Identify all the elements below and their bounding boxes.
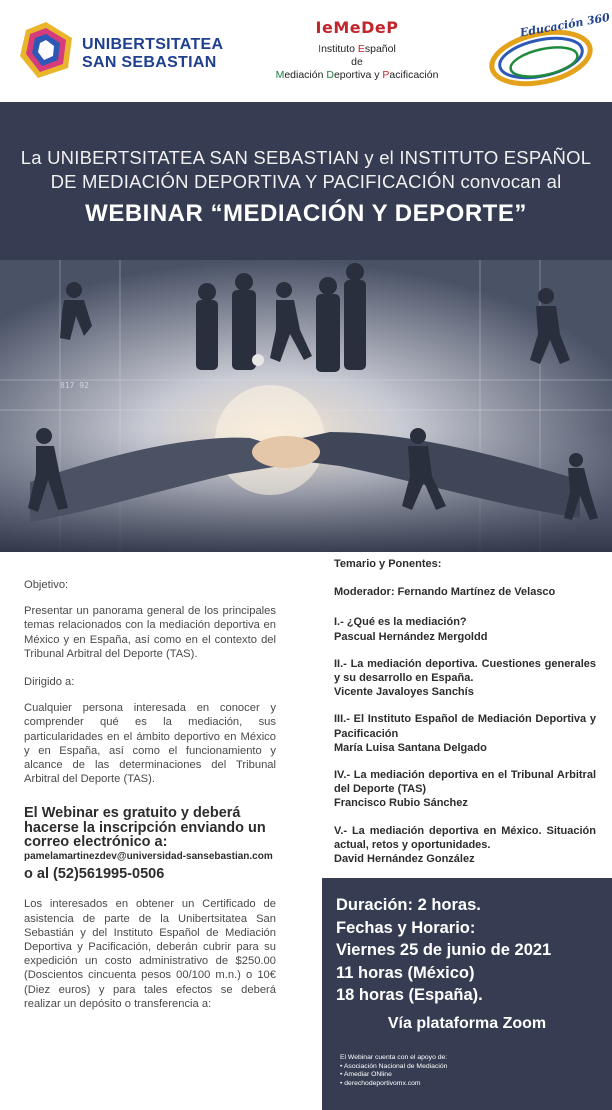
left-column (24, 578, 276, 1011)
iemedep-logo (262, 18, 452, 92)
title-band (0, 102, 612, 260)
title-line2: DE MEDIACIÓN DEPORTIVA Y PACIFICACIÓN convocan al (50, 171, 562, 192)
uss-emblem-icon (16, 20, 76, 80)
topic-item (334, 712, 596, 755)
event-date: Viernes 25 de junio de 2021 (336, 941, 552, 959)
sponsor-item: • Asociación Nacional de Mediación (340, 1062, 448, 1070)
educacion360-ring-icon (486, 10, 611, 92)
topic-item (334, 824, 596, 867)
uss-line1: UNIBERTSITATEA (82, 36, 224, 53)
sponsor-heading: El Webinar cuenta con el apoyo de: (340, 1054, 448, 1061)
topics-heading: Temario y Ponentes: (334, 558, 442, 570)
sponsors (340, 1054, 447, 1088)
hero-image (0, 260, 612, 552)
audience-text: Cualquier persona interesada en conocer y comprender qué es la mediación, sus particularidades en el ámbito deportivo en México y en España, así como el funcionamiento y alcance de las determinaciones del Tribunal Arbitral del Deporte (TAS). (24, 702, 276, 786)
topic-title: IV.- La mediación deportiva en el Tribunal Arbitral del Deporte (TAS) (334, 769, 596, 796)
topic-speaker: David Hernández González (334, 853, 475, 866)
handshake-sports-illustration (0, 260, 612, 552)
webinar-title: WEBINAR “MEDIACIÓN Y DEPORTE” (85, 200, 527, 227)
uss-logo (16, 20, 236, 80)
iemedep-line2: de (351, 56, 363, 68)
topic-title: V.- La mediación deportiva en México. Situación actual, retos y oportunidades. (334, 824, 596, 851)
topic-speaker: Pascual Hernández Mergoldd (334, 630, 488, 643)
sponsor-item: • derechodeportivomx.com (340, 1079, 421, 1087)
iemedep-wordmark: IeMeDeP (315, 18, 399, 37)
time-spain: 18 horas (España). (336, 986, 483, 1004)
topic-title: III.- El Instituto Español de Mediación Deportiva y Pacificación (334, 713, 596, 740)
moderator: Moderador: Fernando Martínez de Velasco (334, 586, 556, 599)
dates-label: Fechas y Horario: (336, 918, 476, 937)
iemedep-line3: Mediación Deportiva y Pacificación (275, 69, 439, 81)
topic-title: II.- La mediación deportiva. Cuestiones generales y su desarrollo en España. (334, 657, 596, 685)
audience-label: Dirigido a: (24, 676, 75, 689)
objective-text: Presentar un panorama general de los principales temas relacionados con la mediación deportiva en México y en España, así como en el contexto del Tribunal Arbitral del Deporte (TAS). (24, 605, 276, 660)
topic-title: I.- ¿Qué es la mediación? (334, 616, 467, 629)
right-column (334, 557, 596, 879)
registration-email[interactable]: pamelamartinezdev@universidad-sansebastian.com (24, 851, 273, 863)
uss-line2: SAN SEBASTIAN (82, 54, 217, 71)
header-logos (0, 0, 612, 102)
platform: Vía plataforma Zoom (387, 1014, 547, 1032)
educacion360-text: Educación 360 (519, 10, 611, 40)
title-line1: La UNIBERTSITATEA SAN SEBASTIAN y el INSTITUTO ESPAÑOL (20, 147, 592, 168)
certificate-text: Los interesados en obtener un Certificado de asistencia de parte de la Unibertsitatea San Sebastián y del Instituto Español de Mediación Deportiva y Pacificación, deberán cubrir para su expedición un costo administrativo de $250.00 (Doscientos cincuenta pesos 00/100 m.n.) o 10€ (Diez euros) y para tales efectos se deberá realizar un depósito o transferencia a: (24, 898, 276, 1010)
educacion360-logo (486, 10, 611, 92)
objective-label: Objetivo: (24, 579, 69, 591)
topic-speaker: Vicente Javaloyes Sanchís (334, 686, 474, 699)
topic-item (334, 615, 596, 643)
schedule-box (322, 878, 612, 1110)
topic-speaker: María Luisa Santana Delgado (334, 741, 487, 754)
topic-item (334, 657, 596, 700)
time-mexico: 11 horas (México) (336, 963, 475, 982)
topic-item (334, 768, 596, 811)
sponsor-item: • Amediar ONline (340, 1071, 392, 1079)
hero-overlay-digits: 817 92 (60, 381, 89, 390)
free-registration-note: El Webinar es gratuito y deberá hacerse la inscripción enviando un correo electrónico a: (24, 805, 266, 850)
iemedep-line1: Instituto Español (318, 43, 396, 55)
uss-wordmark (82, 36, 223, 72)
registration-phone[interactable]: o al (52)561995-0506 (24, 866, 165, 883)
duration: Duración: 2 horas. (336, 896, 481, 914)
topic-speaker: Francisco Rubio Sánchez (334, 797, 468, 810)
